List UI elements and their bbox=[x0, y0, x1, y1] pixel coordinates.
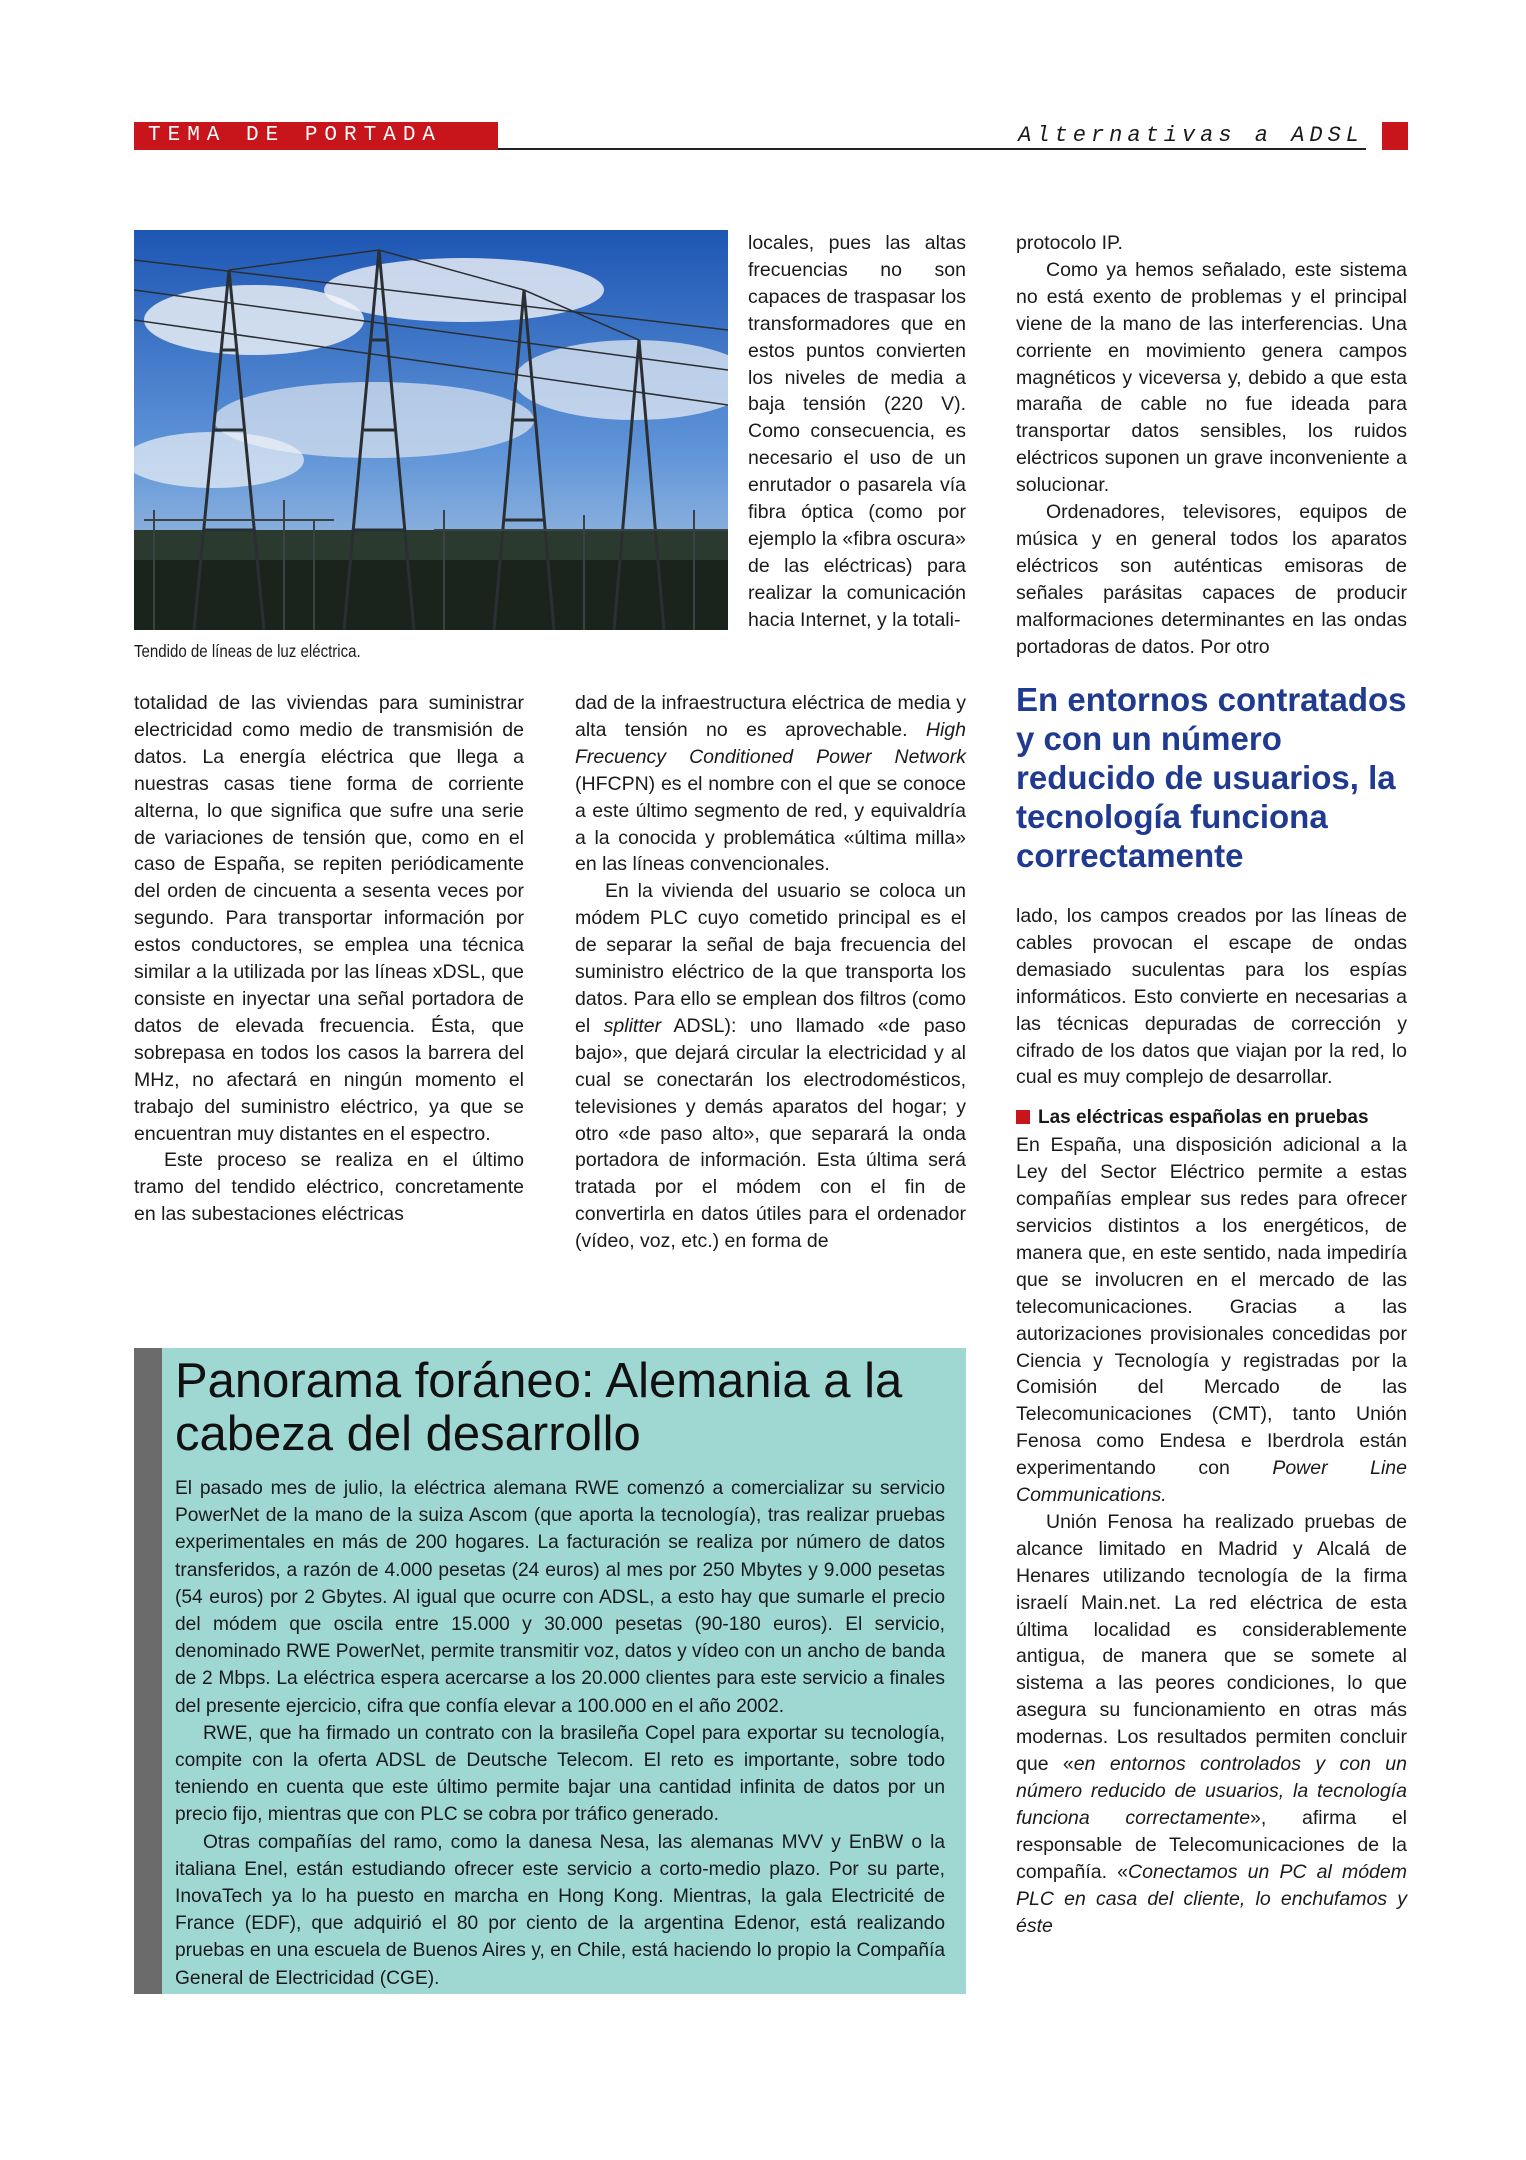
paragraph: Este proceso se realiza en el último tramo del tendido eléctrico, concretamente en las subestaciones eléctricas bbox=[134, 1149, 524, 1226]
column-1 bbox=[134, 690, 524, 1228]
paragraph: totalidad de las viviendas para suministrar electricidad como medio de transmisión de datos. La energía eléctrica que llega a nuestras casas tiene forma de corriente alterna, lo que significa que sufre una serie de variaciones de tensión que, como en el caso de España, se repiten periódicamente del orden de cincuenta a sesenta veces por segundo. Para transportar información por estos conductores, se emplea una técnica similar a la utilizada por las líneas xDSL, que consiste en inyectar una señal portadora de datos de elevada frecuencia. Ésta, que sobrepasa en todos los casos la barrera del MHz, no afectará en ningún momento el trabajo del suministro eléctrico, ya que se encuentran muy distantes en el espectro. bbox=[134, 692, 524, 1145]
paragraph: En la vivienda del usuario se coloca un módem PLC cuyo cometido principal es el de separar la señal de baja frecuencia del suministro eléctrico de la que transporta los datos. Para ello se emplean dos filtros (como el splitter ADSL): uno llamado «de paso bajo», que dejará circular la electricidad y al cual se conectarán los electrodomésticos, televisiones y demás aparatos del hogar; y otro «de paso alto», que separará la onda portadora de información. Esta última será tratada por el módem con el fin de convertirla en datos útiles para el ordenador (vídeo, voz, etc.) en forma de bbox=[575, 880, 966, 1253]
paragraph: Unión Fenosa ha realizado pruebas de alcance limitado en Madrid y Alcalá de Henares utilizando tecnología de la firma israelí Main.net. La red eléctrica de esta última localidad es considerablemente antigua, de manera que se somete al sistema a las peores condiciones, lo que asegura su funcionamiento en otras más modernas. Los resultados permiten concluir que «en entornos controlados y con un número reducido de usuarios, la tecnología funciona correctamente», afirma el responsable de Telecomunicaciones de la compañía. «Conectamos un PC al módem PLC en casa del cliente, lo enchufamos y éste bbox=[1016, 1510, 1408, 1937]
section-label: TEMA DE PORTADA bbox=[134, 122, 498, 150]
paragraph: Como ya hemos señalado, este sistema no está exento de problemas y el principal viene de la mano de las interferencias. Una corriente en movimiento genera campos magnéticos y viceversa y, debido a que esta maraña de cable no fue ideada para transportar datos sensibles, los ruidos eléctricos suponen un grave inconveniente a solucionar. bbox=[1016, 258, 1407, 497]
red-square-icon bbox=[1016, 1110, 1030, 1124]
sidebar-accent-bar bbox=[134, 1348, 162, 1994]
paragraph: En España, una disposición adicional a la Ley del Sector Eléctrico permite a estas compañías emplear sus redes para ofrecer servicios distintos a los energéticos, de manera que, en este sentido, nada impediría que se involucren en el mercado de las telecomunicaciones. Gracias a las autorizaciones provisionales concedidas por Ciencia y Tecnología y registradas por la Comisión del Mercado de las Telecomunicaciones (CMT), tanto Unión Fenosa como Endesa e Iberdrola están experimentando con Power Line Communications. bbox=[1016, 1134, 1407, 1507]
section-subhead: Las eléctricas españolas en pruebas bbox=[1016, 1105, 1407, 1132]
column-3-top bbox=[1016, 230, 1407, 661]
sidebar-text bbox=[175, 1475, 945, 1992]
column-2-top bbox=[748, 230, 966, 634]
paragraph: lado, los campos creados por las líneas de cables provocan el escape de ondas demasiado suculentas para los espías informáticos. Esto convierte en necesarias a las técnicas depuradas de corrección y cifrado de los datos que viajan por la red, lo cual es muy complejo de desarrollar. bbox=[1016, 905, 1407, 1089]
paragraph: protocolo IP. bbox=[1016, 232, 1123, 254]
paragraph: Otras compañías del ramo, como la danesa Nesa, las alemanas MVV y EnBW o la italiana Enel, están estudiando ofrecer este servicio a corto-medio plazo. Por su parte, InovaTech ya lo ha puesto en marcha en Hong Kong. Mientras, la gala Electricité de France (EDF), que adquirió el 80 por ciento de la argentina Edenor, está realizando pruebas en una escuela de Buenos Aires y, en Chile, está haciendo lo propio la Compañía General de Electricidad (CGE). bbox=[175, 1831, 945, 1989]
power-lines-illustration bbox=[134, 230, 728, 630]
paragraph: Ordenadores, televisores, equipos de música y en general todos los aparatos eléctricos son auténticas emisoras de señales parásitas capaces de producir malformaciones determinantes en las ondas portadoras de datos. Por otro bbox=[1016, 501, 1407, 658]
photo-caption: Tendido de líneas de luz eléctrica. bbox=[134, 641, 361, 661]
paragraph: RWE, que ha firmado un contrato con la brasileña Copel para exportar su tecnología, compite con la oferta ADSL de Deutsche Telecom. El reto es importante, sobre todo teniendo en cuenta que este último permite bajar una cantidad infinita de datos por un precio fijo, mientras que con PLC se cobra por tráfico generado. bbox=[175, 1722, 945, 1826]
topic-label: Alternativas a ADSL bbox=[1018, 123, 1364, 148]
column-3 bbox=[1016, 903, 1407, 1939]
paragraph: dad de la infraestructura eléctrica de media y alta tensión no es aprovechable. High Frecuency Conditioned Power Network (HFCPN) es el nombre con el que se conoce a este último segmento de red, y equivaldría a la conocida y problemática «última milla» en las líneas convencionales. bbox=[575, 692, 966, 876]
sidebar-title: Panorama foráneo: Alemania a la cabeza del desarrollo bbox=[175, 1354, 903, 1461]
paragraph: locales, pues las altas frecuencias no son capaces de traspasar los transformadores que en estos puntos convierten los niveles de media a baja tensión (220 V). Como consecuencia, es necesario el uso de un enrutador o pasarela vía fibra óptica (como por ejemplo la «fibra oscura» de las eléctricas) para realizar la comunicación hacia Internet, y la totali- bbox=[748, 232, 966, 631]
paragraph: El pasado mes de julio, la eléctrica alemana RWE comenzó a comercializar su servicio PowerNet de la mano de la suiza Ascom (que aporta la tecnología), tras realizar pruebas experimentales en más de 200 hogares. La facturación se realiza por número de datos transferidos, a razón de 4.000 pesetas (24 euros) al mes por 250 Mbytes y 9.000 pesetas (54 euros) por 2 Gbytes. Al igual que ocurre con ADSL, a esto hay que sumarle el precio del módem que oscila entre 15.000 y 30.000 pesetas (90-180 euros). El servicio, denominado RWE PowerNet, permite transmitir voz, datos y vídeo con un ancho de banda de 2 Mbps. La eléctrica espera acercarse a los 20.000 clientes para este servicio a finales del presente ejercicio, cifra que confía elevar a 100.000 en el año 2002. bbox=[175, 1478, 945, 1717]
header-square-icon bbox=[1382, 122, 1408, 150]
pull-quote: En entornos contratados y con un número reducido de usuarios, la tecnología funciona correctamente bbox=[1016, 681, 1407, 874]
column-2 bbox=[575, 690, 966, 1255]
power-lines-photo bbox=[134, 230, 728, 630]
